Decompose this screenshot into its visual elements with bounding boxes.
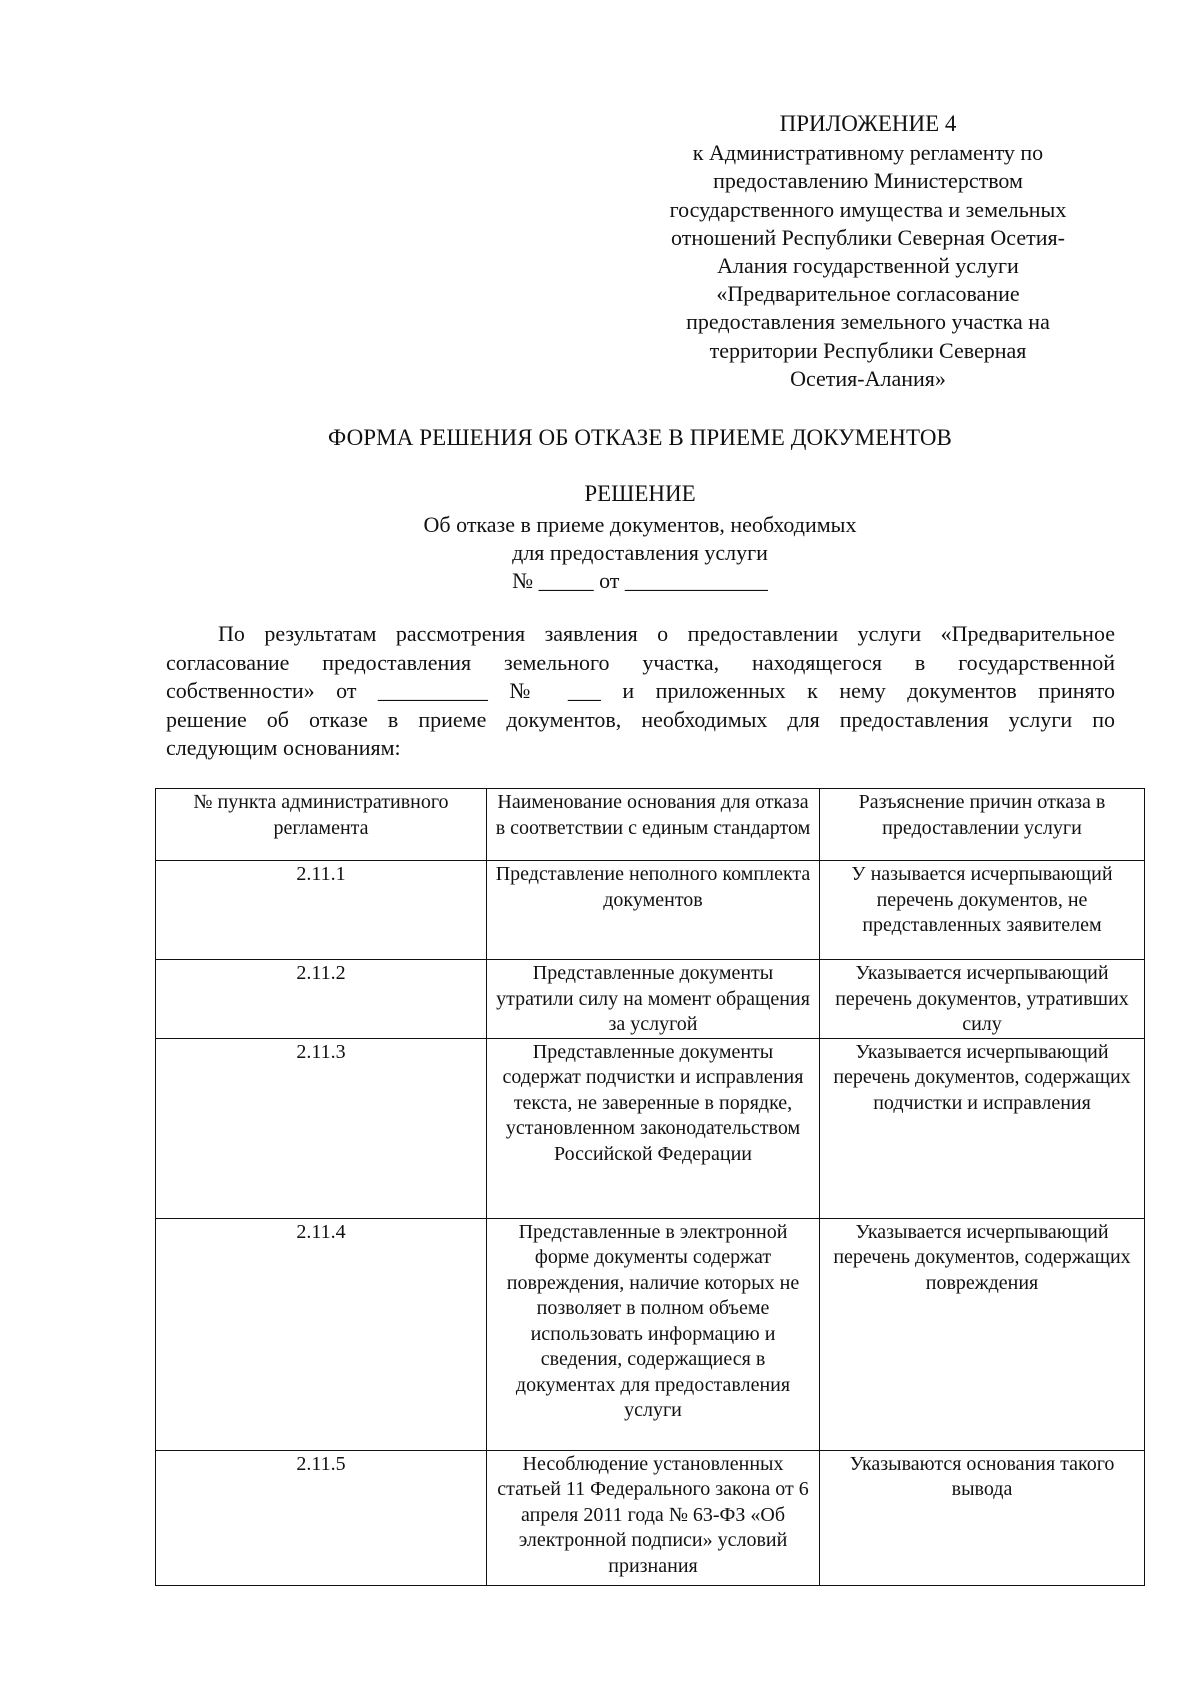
appendix-line: предоставления земельного участка на [686,309,1050,335]
cell-point: 2.11.5 [156,1450,487,1585]
table-row [156,960,1145,1039]
table-row [156,861,1145,960]
paragraph-line: согласование предоставления земельного участка, находящегося в государственной [166,649,1115,675]
cell-point: 2.11.3 [156,1038,487,1218]
cell-point: 2.11.4 [156,1218,487,1450]
paragraph-line: По результатам рассмотрения заявления о предоставлении услуги «Предварительное [218,621,1115,646]
cell-reason: Представление неполного комплекта документов [487,861,820,960]
decision-paragraph [166,620,1115,763]
cell-reason: Представленные документы содержат подчистки и исправления текста, не заверенные в порядке, установленном законодательством Российской Федерации [487,1038,820,1218]
appendix-line: предоставлению Министерством [713,168,1023,194]
appendix-line: отношений Республики Северная Осетия- [671,224,1065,250]
cell-explanation: Указывается исчерпывающий перечень документов, содержащих подчистки и исправления [820,1038,1145,1218]
appendix-title: ПРИЛОЖЕНИЕ 4 [779,111,957,136]
cell-explanation: Указывается исчерпывающий перечень документов, содержащих повреждения [820,1218,1145,1450]
appendix-line: территории Республики Северная [709,337,1027,363]
paragraph-line: решение об отказе в приеме документов, необходимых для предоставления услуги по [166,706,1115,732]
cell-reason: Несоблюдение установленных статьей 11 Федерального закона от 6 апреля 2011 года № 63-ФЗ «Об электронной подписи» условий признания [487,1450,820,1585]
refusal-grounds-table [155,788,1145,1586]
decision-title: РЕШЕНИЕ [584,481,696,506]
appendix-line: государственного имущества и земельных [669,196,1067,222]
appendix-line: Осетия-Алания» [790,365,946,391]
table-row [156,1038,1145,1218]
header-point: № пункта административного регламента [156,789,487,861]
table-header-row [156,789,1145,861]
cell-reason: Представленные документы утратили силу на момент обращения за услугой [487,960,820,1039]
header-reason: Наименование основания для отказа в соответствии с единым стандартом [487,789,820,861]
decision-subtitle: для предоставления услуги [512,540,768,565]
cell-explanation: Указываются основания такого вывода [820,1450,1145,1585]
cell-point: 2.11.1 [156,861,487,960]
cell-explanation: Указывается исчерпывающий перечень документов, утративших силу [820,960,1145,1039]
header-explanation: Разъяснение причин отказа в предоставлении услуги [820,789,1145,861]
decision-number-line: № _____ от _____________ [512,568,768,593]
appendix-line: к Административному регламенту по [692,140,1044,166]
cell-explanation: У называется исчерпывающий перечень документов, не представленных заявителем [820,861,1145,960]
appendix-line: Алания государственной услуги [717,253,1019,279]
cell-reason: Представленные в электронной форме документы содержат повреждения, наличие которых не позволяет в полном объеме использовать информацию и сведения, содержащиеся в документах для предоставления услуги [487,1218,820,1450]
table-row [156,1218,1145,1450]
cell-point: 2.11.2 [156,960,487,1039]
appendix-header [628,110,1108,393]
decision-subtitle: Об отказе в приеме документов, необходимых [423,512,857,537]
appendix-line: «Предварительное согласование [716,281,1020,307]
paragraph-line: собственности» от __________ № ___ и приложенных к нему документов принято [166,678,1115,703]
table-row [156,1450,1145,1585]
form-title: ФОРМА РЕШЕНИЯ ОБ ОТКАЗЕ В ПРИЕМЕ ДОКУМЕНТОВ [328,425,952,450]
paragraph-line: следующим основаниям: [166,735,401,760]
decision-heading [150,480,1130,595]
